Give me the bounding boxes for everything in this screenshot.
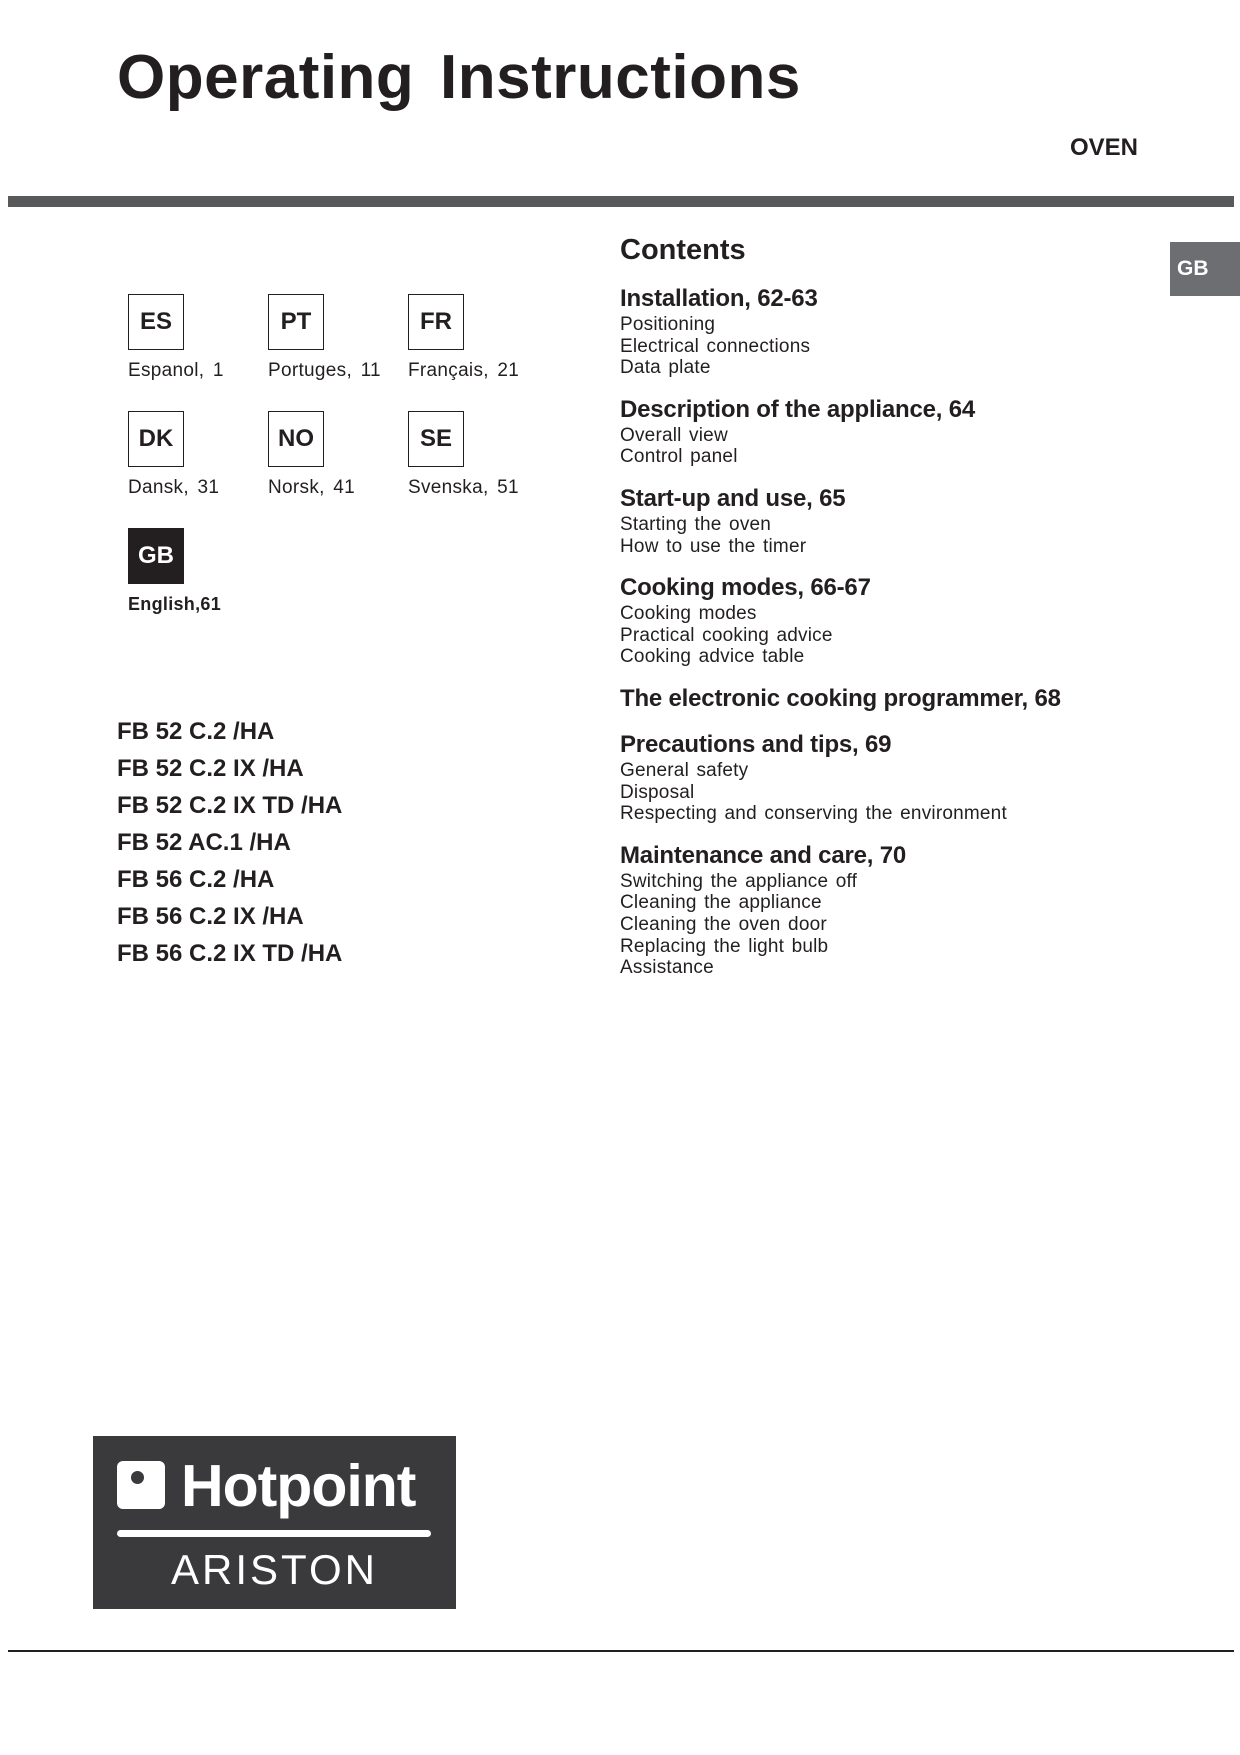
section-item[interactable]: Cooking modes [620, 603, 757, 625]
section-item[interactable]: Assistance [620, 957, 714, 979]
model-name: FB 52 AC.1 /HA [117, 829, 291, 856]
model-list [117, 713, 342, 972]
language-label: Norsk, 41 [268, 477, 356, 498]
section-heading[interactable]: The electronic cooking programmer, 68 [620, 684, 1061, 712]
language-no[interactable] [268, 411, 428, 499]
brand-mark-dot [131, 1471, 144, 1484]
model-name: FB 52 C.2 /HA [117, 718, 275, 745]
section-item[interactable]: How to use the timer [620, 535, 807, 557]
language-pt[interactable] [268, 294, 428, 382]
contents-section [620, 573, 1180, 668]
language-label: Espanol, 1 [128, 360, 224, 381]
language-label: English,61 [128, 594, 222, 614]
contents-section [620, 484, 1180, 557]
top-divider [8, 196, 1234, 207]
section-item[interactable]: Positioning [620, 314, 716, 335]
section-item[interactable]: Disposal [620, 781, 695, 803]
contents-list [620, 284, 1180, 995]
brand-divider [117, 1530, 431, 1537]
page-title: Operating Instructions [117, 43, 801, 112]
language-code-box: NO [268, 411, 324, 467]
section-heading[interactable]: Maintenance and care, 70 [620, 841, 906, 869]
section-heading[interactable]: Start-up and use, 65 [620, 484, 846, 512]
section-item[interactable]: Respecting and conserving the environment [620, 803, 1007, 825]
brand-logo [93, 1436, 456, 1609]
section-heading[interactable]: Description of the appliance, 64 [620, 395, 976, 423]
contents-section [620, 284, 1180, 379]
language-code-box: PT [268, 294, 324, 350]
language-se[interactable] [408, 411, 568, 499]
language-label: Portuges, 11 [268, 360, 381, 381]
brand-mark-icon [117, 1461, 165, 1509]
contents-section [620, 730, 1180, 825]
contents-section [620, 841, 1180, 979]
section-item[interactable]: Replacing the light bulb [620, 935, 829, 957]
model-name: FB 52 C.2 IX /HA [117, 755, 304, 782]
section-item[interactable]: Switching the appliance off [620, 870, 858, 892]
language-code-box: GB [128, 528, 184, 584]
section-item[interactable]: Overall view [620, 424, 728, 446]
language-code-box: SE [408, 411, 464, 467]
contents-title: Contents [620, 234, 746, 266]
model-name: FB 56 C.2 IX /HA [117, 903, 304, 930]
language-side-tab: GB [1170, 242, 1240, 296]
section-item[interactable]: Cleaning the appliance [620, 892, 822, 914]
section-item[interactable]: Electrical connections [620, 335, 811, 357]
bottom-divider [8, 1650, 1234, 1652]
language-label: Dansk, 31 [128, 477, 220, 498]
section-heading[interactable]: Cooking modes, 66-67 [620, 574, 871, 602]
model-name: FB 56 C.2 /HA [117, 866, 275, 893]
section-item[interactable]: Practical cooking advice [620, 624, 833, 646]
brand-name: Hotpoint [181, 1453, 416, 1519]
section-item[interactable]: Cleaning the oven door [620, 913, 827, 935]
model-name: FB 52 C.2 IX TD /HA [117, 792, 343, 819]
language-label: Français, 21 [408, 360, 520, 381]
section-item[interactable]: Control panel [620, 446, 738, 468]
contents-section [620, 684, 1180, 714]
contents-section [620, 395, 1180, 468]
section-item[interactable]: Starting the oven [620, 513, 772, 535]
language-label: Svenska, 51 [408, 477, 519, 498]
language-fr[interactable] [408, 294, 568, 382]
language-es[interactable] [128, 294, 288, 382]
language-code-box: ES [128, 294, 184, 350]
section-heading[interactable]: Precautions and tips, 69 [620, 730, 892, 758]
section-item[interactable]: Cooking advice table [620, 646, 805, 668]
product-type: OVEN [1070, 134, 1139, 161]
language-code-box: FR [408, 294, 464, 350]
model-name: FB 56 C.2 IX TD /HA [117, 940, 343, 967]
brand-subname: ARISTON [171, 1546, 378, 1593]
language-dk[interactable] [128, 411, 288, 499]
section-heading[interactable]: Installation, 62-63 [620, 285, 818, 312]
language-gb[interactable] [128, 528, 288, 615]
section-item[interactable]: General safety [620, 759, 749, 781]
section-item[interactable]: Data plate [620, 357, 711, 379]
language-code-box: DK [128, 411, 184, 467]
